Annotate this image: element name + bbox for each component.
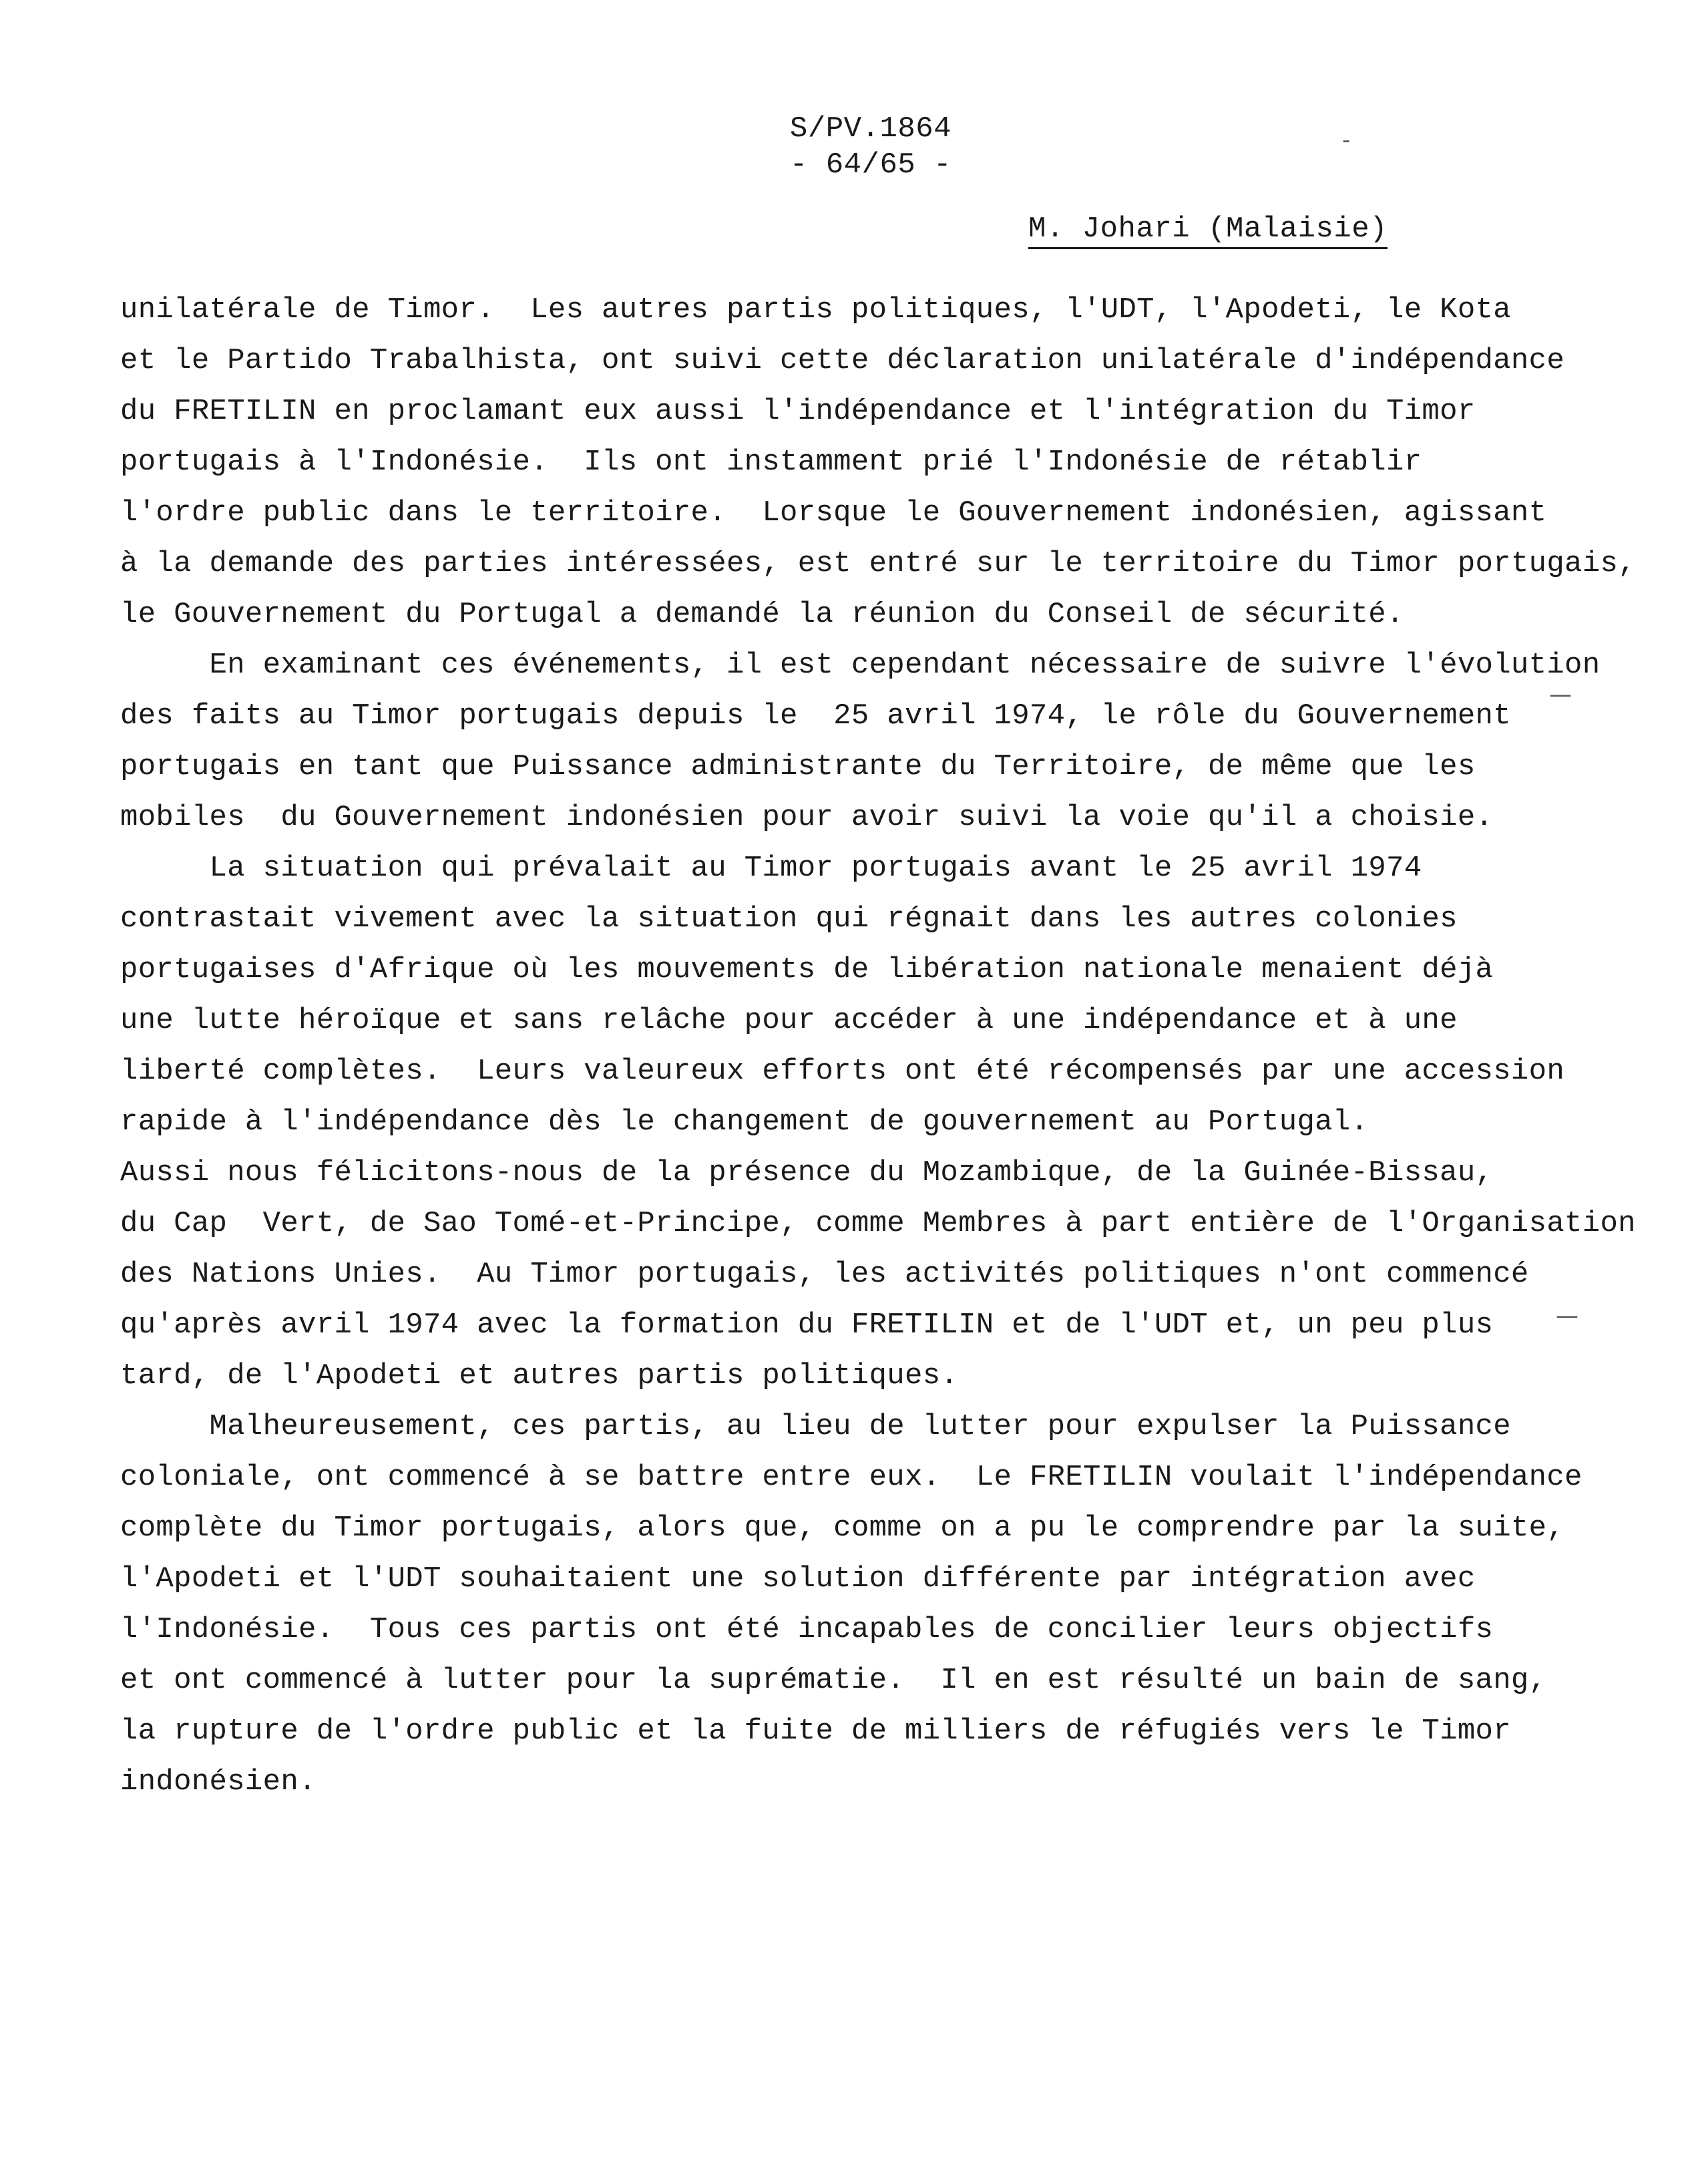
margin-mark: — xyxy=(1549,681,1572,708)
text-line: coloniale, ont commencé à se battre entre eux. Le FRETILIN voulait l'indépendance xyxy=(120,1461,1582,1494)
text-line: unilatérale de Timor. Les autres partis politiques, l'UDT, l'Apodeti, le Kota xyxy=(120,293,1511,327)
speaker-heading: M. Johari (Malaisie) xyxy=(1028,212,1388,249)
text-line: l'Apodeti et l'UDT souhaitaient une solution différente par intégration avec xyxy=(120,1562,1476,1596)
document-symbol: S/PV.1864 xyxy=(789,112,952,146)
text-line: et ont commencé à lutter pour la suprématie. Il en est résulté un bain de sang, xyxy=(120,1664,1547,1697)
text-line: mobiles du Gouvernement indonésien pour avoir suivi la voie qu'il a choisie. xyxy=(120,801,1494,834)
text-line: Aussi nous félicitons-nous de la présence du Mozambique, de la Guinée-Bissau, xyxy=(120,1156,1494,1190)
text-line: qu'après avril 1974 avec la formation du FRETILIN et de l'UDT et, un peu plus xyxy=(120,1308,1494,1342)
text-line: portugais en tant que Puissance administrante du Territoire, de même que les xyxy=(120,750,1476,783)
text-line: du FRETILIN en proclamant eux aussi l'indépendance et l'intégration du Timor xyxy=(120,395,1476,428)
text-line: La situation qui prévalait au Timor portugais avant le 25 avril 1974 xyxy=(120,852,1422,885)
text-line: indonésien. xyxy=(120,1765,316,1799)
text-line: rapide à l'indépendance dès le changement de gouvernement au Portugal. xyxy=(120,1105,1369,1139)
text-line: du Cap Vert, de Sao Tomé-et-Principe, comme Membres à part entière de l'Organisation xyxy=(120,1207,1636,1240)
text-line: portugais à l'Indonésie. Ils ont instamment prié l'Indonésie de rétablir xyxy=(120,445,1422,479)
text-line: le Gouvernement du Portugal a demandé la réunion du Conseil de sécurité. xyxy=(120,598,1404,631)
text-line: des faits au Timor portugais depuis le 25 avril 1974, le rôle du Gouvernement xyxy=(120,699,1511,733)
text-line: Malheureusement, ces partis, au lieu de lutter pour expulser la Puissance xyxy=(120,1410,1511,1443)
page-number: - 64/65 - xyxy=(789,148,952,182)
text-line: complète du Timor portugais, alors que, comme on a pu le comprendre par la suite, xyxy=(120,1511,1565,1545)
text-line: à la demande des parties intéressées, est entré sur le territoire du Timor portugais, xyxy=(120,547,1636,580)
text-line: la rupture de l'ordre public et la fuite de milliers de réfugiés vers le Timor xyxy=(120,1714,1511,1748)
text-line: liberté complètes. Leurs valeureux efforts ont été récompensés par une accession xyxy=(120,1055,1565,1088)
text-line: l'Indonésie. Tous ces partis ont été incapables de concilier leurs objectifs xyxy=(120,1613,1494,1646)
text-line: portugaises d'Afrique où les mouvements de libération nationale menaient déjà xyxy=(120,953,1494,986)
margin-mark: - xyxy=(1342,127,1351,154)
document-body xyxy=(120,285,1636,1807)
text-line: et le Partido Trabalhista, ont suivi cette déclaration unilatérale d'indépendance xyxy=(120,344,1565,377)
text-line: une lutte héroïque et sans relâche pour accéder à une indépendance et à une xyxy=(120,1004,1458,1037)
text-line: des Nations Unies. Au Timor portugais, les activités politiques n'ont commencé xyxy=(120,1258,1529,1291)
margin-mark: — xyxy=(1556,1302,1578,1329)
text-line: l'ordre public dans le territoire. Lorsque le Gouvernement indonésien, agissant xyxy=(120,496,1547,530)
text-line: En examinant ces événements, il est cependant nécessaire de suivre l'évolution xyxy=(120,649,1601,682)
text-line: tard, de l'Apodeti et autres partis politiques. xyxy=(120,1359,959,1393)
text-line: contrastait vivement avec la situation qui régnait dans les autres colonies xyxy=(120,902,1458,936)
